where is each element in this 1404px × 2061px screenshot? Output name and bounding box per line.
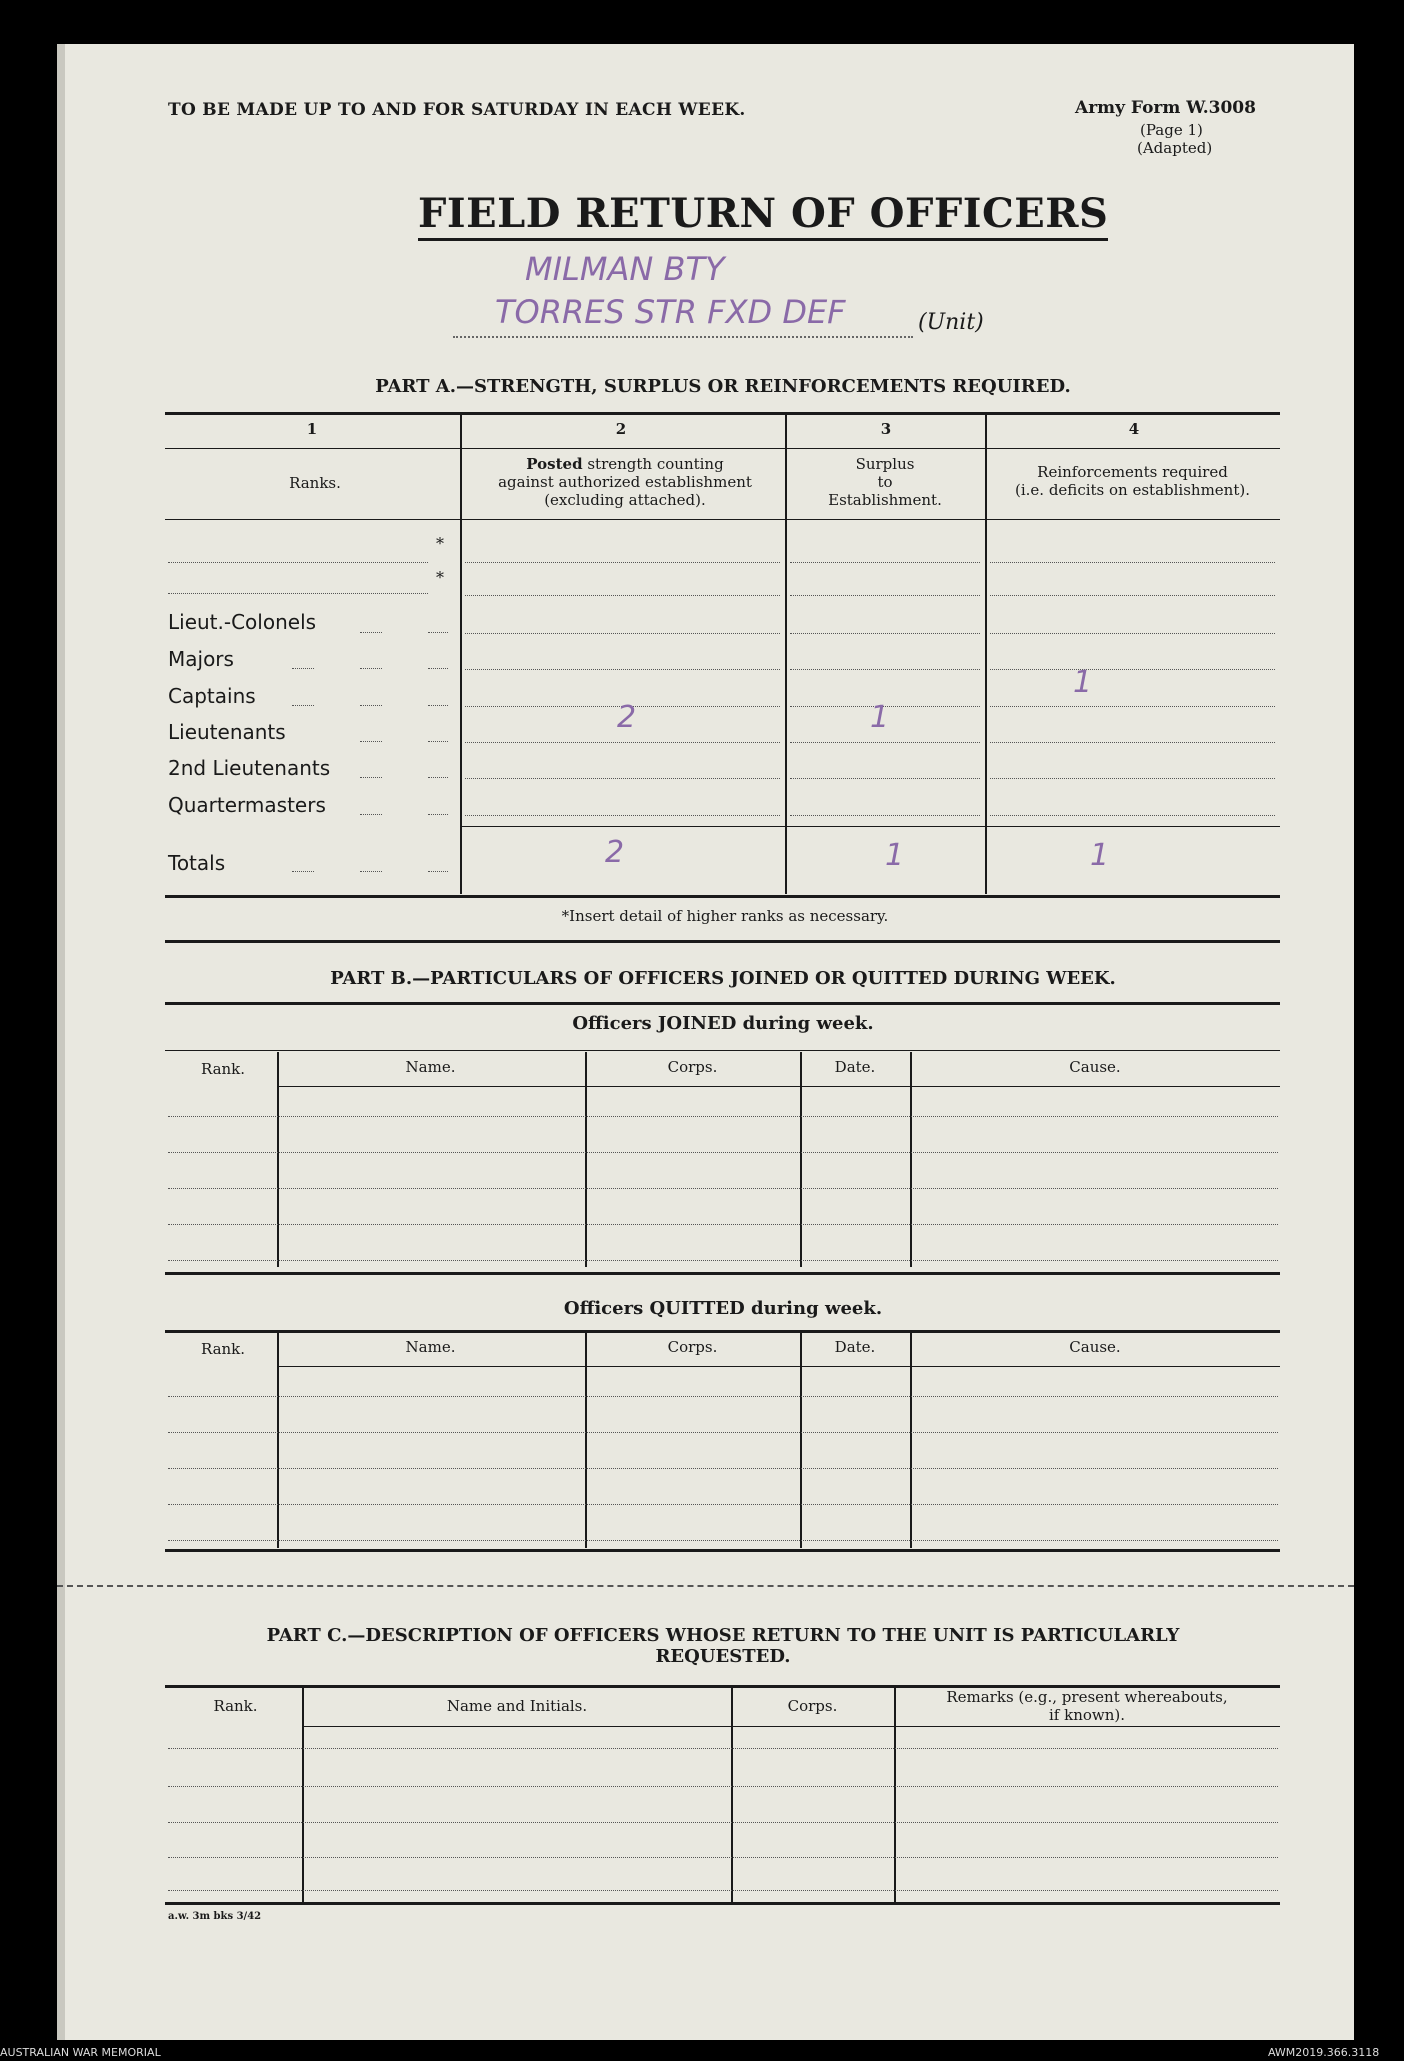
part-c-vline: [302, 1688, 304, 1902]
totals-reinforcements-value: 1: [1090, 838, 1110, 873]
part-c-col-corps: Corps.: [787, 1697, 838, 1715]
lieutenants-surplus-value: 1: [870, 700, 890, 735]
quitted-vline: [585, 1333, 587, 1548]
joined-header-bottom-rule: [278, 1086, 1280, 1087]
totals-posted-value: 2: [605, 835, 625, 870]
archive-caption-right: AWM2019.366.3118: [1268, 2046, 1380, 2059]
leader-dots: [428, 668, 448, 669]
remarks-line2: if known).: [1048, 1706, 1126, 1724]
unit-handwriting-line2: TORRES STR FXD DEF: [495, 293, 846, 331]
row-dots: [990, 633, 1275, 634]
leader-dots: [360, 741, 382, 742]
part-a-vline-3: [985, 414, 987, 894]
quitted-row-dots: [168, 1432, 1278, 1433]
reinf-line2: (i.e. deficits on establishment).: [1015, 481, 1250, 499]
part-c-header-bottom-rule: [303, 1726, 1280, 1727]
joined-bottom-rule: [165, 1272, 1280, 1275]
quitted-title: Officers QUITTED during week.: [563, 1298, 883, 1319]
part-a-header-rule: [165, 519, 1280, 520]
reinforcements-header: [990, 463, 1275, 499]
leader-dots: [428, 871, 448, 872]
posted-line3: (excluding attached).: [544, 491, 706, 509]
perforation-line: [57, 1585, 1354, 1587]
part-b-top-rule: [165, 1002, 1280, 1005]
joined-vline: [585, 1052, 587, 1267]
part-a-top-rule: [165, 412, 1280, 415]
row-dots: [790, 595, 980, 596]
posted-bold: Posted: [526, 455, 583, 473]
surplus-header: [795, 455, 975, 509]
part-c-col-rank: Rank.: [213, 1697, 258, 1715]
joined-col-cause: Cause.: [1069, 1058, 1121, 1076]
unit-handwriting-line1: MILMAN BTY: [525, 250, 725, 288]
quitted-col-corps: Corps.: [667, 1338, 718, 1356]
leader-dots: [428, 814, 448, 815]
row-dots: [990, 562, 1275, 563]
adapted-label: (Adapted): [1137, 139, 1213, 157]
row-dots: [790, 742, 980, 743]
joined-vline: [800, 1052, 802, 1267]
reinf-line1: Reinforcements required: [1037, 463, 1228, 481]
joined-title: Officers JOINED during week.: [572, 1013, 874, 1034]
quitted-row-dots: [168, 1468, 1278, 1469]
leader-dots: [360, 777, 382, 778]
surplus-line1: Surplus: [855, 455, 915, 473]
archive-caption-left: AUSTRALIAN WAR MEMORIAL: [0, 2046, 161, 2059]
form-paper: [57, 44, 1354, 2040]
row-dots: [465, 778, 780, 779]
joined-row-dots: [168, 1152, 1278, 1153]
quitted-row-dots: [168, 1504, 1278, 1505]
leader-dots: [428, 741, 448, 742]
quitted-header-bottom-rule: [278, 1366, 1280, 1367]
captains-reinforcements-value: 1: [1073, 665, 1093, 700]
surplus-line2: to: [877, 473, 893, 491]
rank-lieutenants: Lieutenants: [168, 720, 286, 744]
part-a-footnote-rule: [165, 940, 1280, 943]
leader-dots: [428, 632, 448, 633]
page-title: FIELD RETURN OF OFFICERS: [418, 192, 1108, 241]
leader-dots: [360, 632, 382, 633]
leader-dots: [292, 705, 314, 706]
part-c-row-dots: [168, 1748, 1278, 1749]
row-dots: [990, 595, 1275, 596]
leader-dots: [360, 871, 382, 872]
row-dots: [990, 815, 1275, 816]
row-dots: [790, 815, 980, 816]
row-dots: [990, 669, 1275, 670]
rank-2nd-lieutenants: 2nd Lieutenants: [168, 756, 331, 780]
leader-dots: [292, 668, 314, 669]
part-c-col-remarks: [894, 1688, 1280, 1724]
row-dots: [465, 595, 780, 596]
part-c-row-dots: [168, 1786, 1278, 1787]
part-c-vline: [894, 1688, 896, 1902]
posted-rest: strength counting: [587, 455, 724, 473]
unit-label: (Unit): [918, 310, 984, 335]
row-dots: [465, 742, 780, 743]
leader-dots: [292, 871, 314, 872]
part-a-heading: PART A.—STRENGTH, SURPLUS OR REINFORCEMENTS REQUIRED.: [375, 376, 1071, 397]
joined-col-rank: Rank.: [200, 1060, 246, 1078]
part-b-heading: PART B.—PARTICULARS OF OFFICERS JOINED OR QUITTED DURING WEEK.: [330, 968, 1116, 989]
quitted-vline: [910, 1333, 912, 1548]
part-c-vline: [731, 1688, 733, 1902]
star-marker-2: *: [436, 568, 444, 587]
quitted-col-cause: Cause.: [1069, 1338, 1121, 1356]
leader-dots: [428, 705, 448, 706]
part-c-row-dots: [168, 1890, 1278, 1891]
quitted-col-date: Date.: [834, 1338, 876, 1356]
row-dots: [990, 742, 1275, 743]
lieutenants-posted-value: 2: [617, 700, 637, 735]
joined-row-dots: [168, 1116, 1278, 1117]
leader-dots: [360, 668, 382, 669]
quitted-bottom-rule: [165, 1549, 1280, 1552]
surplus-line3: Establishment.: [828, 491, 942, 509]
row-dots: [465, 815, 780, 816]
star-row-1-dots: [168, 562, 428, 563]
part-c-bottom-rule: [165, 1902, 1280, 1905]
col-number-4: 4: [1128, 420, 1140, 438]
totals-surplus-value: 1: [885, 838, 905, 873]
row-dots: [990, 778, 1275, 779]
header-instruction: TO BE MADE UP TO AND FOR SATURDAY IN EACH WEEK.: [168, 100, 746, 120]
rank-captains: Captains: [168, 684, 256, 708]
quitted-vline: [277, 1333, 279, 1548]
quitted-col-name: Name.: [405, 1338, 456, 1356]
form-number: Army Form W.3008: [1075, 98, 1256, 118]
rank-lieut-colonels: Lieut.-Colonels: [168, 610, 317, 634]
part-a-vline-2: [785, 414, 787, 894]
part-c-heading: [168, 1625, 1278, 1667]
leader-dots: [428, 777, 448, 778]
print-code: a.w. 3m bks 3/42: [168, 1911, 262, 1922]
joined-vline: [910, 1052, 912, 1267]
part-a-footnote: *Insert detail of higher ranks as necessary.: [561, 907, 889, 925]
star-row-2-dots: [168, 593, 428, 594]
page-number: (Page 1): [1140, 121, 1203, 139]
joined-col-date: Date.: [834, 1058, 876, 1076]
joined-row-dots: [168, 1224, 1278, 1225]
leader-dots: [360, 705, 382, 706]
quitted-row-dots: [168, 1396, 1278, 1397]
row-dots: [990, 706, 1275, 707]
quitted-vline: [800, 1333, 802, 1548]
col-number-3: 3: [880, 420, 892, 438]
col-number-1: 1: [306, 420, 318, 438]
part-c-heading-line2: REQUESTED.: [655, 1646, 791, 1667]
joined-col-name: Name.: [405, 1058, 456, 1076]
joined-header-top-rule: [165, 1050, 1280, 1051]
quitted-col-rank: Rank.: [200, 1340, 246, 1358]
joined-row-dots: [168, 1260, 1278, 1261]
joined-col-corps: Corps.: [667, 1058, 718, 1076]
rank-quartermasters: Quartermasters: [168, 793, 326, 817]
row-dots: [465, 669, 780, 670]
quitted-row-dots: [168, 1540, 1278, 1541]
part-c-col-name: Name and Initials.: [446, 1697, 588, 1715]
part-a-vline-1: [460, 414, 462, 894]
col-number-2: 2: [615, 420, 627, 438]
part-c-heading-line1: PART C.—DESCRIPTION OF OFFICERS WHOSE RETURN TO THE UNIT IS PARTICULARLY: [266, 1625, 1180, 1646]
row-dots: [465, 633, 780, 634]
leader-dots: [360, 814, 382, 815]
row-dots: [790, 633, 980, 634]
part-c-row-dots: [168, 1857, 1278, 1858]
row-dots: [790, 778, 980, 779]
totals-label: Totals: [168, 851, 226, 875]
row-dots: [790, 669, 980, 670]
ranks-header: Ranks.: [289, 474, 341, 492]
part-a-bottom-rule: [165, 895, 1280, 898]
row-dots: [465, 562, 780, 563]
remarks-line1: Remarks (e.g., present whereabouts,: [946, 1688, 1228, 1706]
posted-header: [465, 455, 785, 509]
rank-majors: Majors: [168, 647, 234, 671]
row-dots: [790, 562, 980, 563]
joined-row-dots: [168, 1188, 1278, 1189]
part-a-numbers-rule: [165, 448, 1280, 449]
star-marker-1: *: [436, 534, 444, 553]
posted-line2: against authorized establishment: [498, 473, 752, 491]
unit-dotted-line: [453, 336, 913, 338]
quitted-header-top-rule: [165, 1330, 1280, 1333]
joined-vline: [277, 1052, 279, 1267]
totals-rule: [460, 826, 1280, 827]
part-c-row-dots: [168, 1822, 1278, 1823]
